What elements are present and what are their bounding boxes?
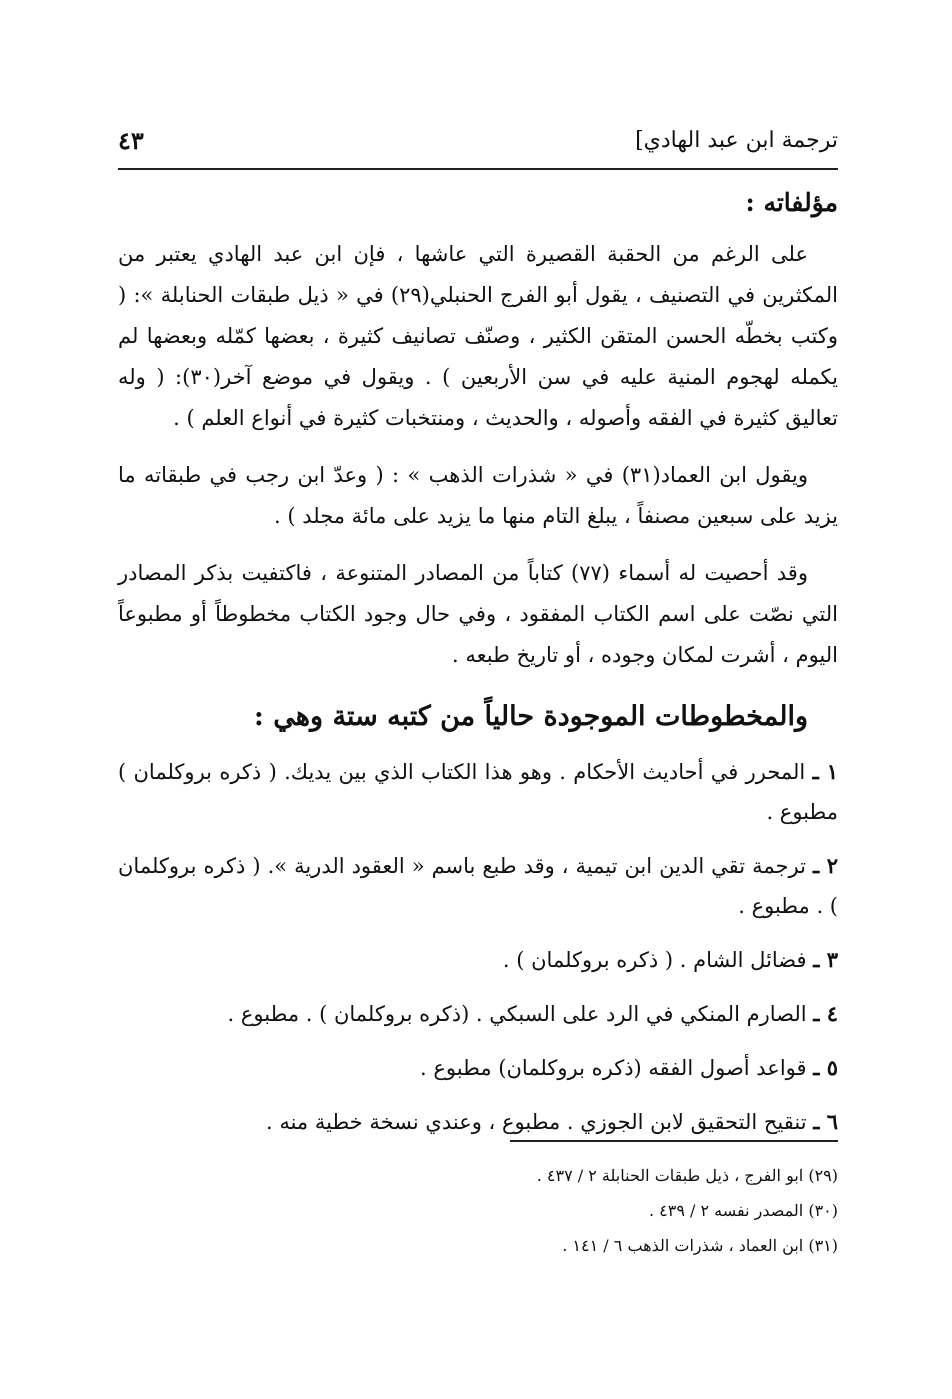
list-item-text: المحرر في أحاديث الأحكام . وهو هذا الكتاب الذي بين يديك. ( ذكره بروكلمان ) مطبوع . bbox=[118, 760, 838, 824]
list-item-number: ٣ ـ bbox=[813, 947, 838, 972]
list-item-number: ٦ ـ bbox=[813, 1109, 838, 1134]
section-heading: مؤلفاته : bbox=[745, 188, 838, 217]
page-number: ٤٣ bbox=[118, 126, 144, 155]
works-list bbox=[118, 752, 838, 1142]
list-item bbox=[118, 940, 838, 980]
list-item bbox=[118, 846, 838, 926]
footnote: (٣٠) المصدر نفسه ٢ / ٤٣٩ . bbox=[648, 1201, 838, 1220]
list-item-number: ٤ ـ bbox=[813, 1001, 838, 1026]
list-item bbox=[118, 1102, 838, 1142]
list-item-number: ٥ ـ bbox=[813, 1055, 838, 1080]
list-item-text: الصارم المنكي في الرد على السبكي . (ذكره بروكلمان ) . مطبوع . bbox=[227, 1002, 807, 1026]
list-item-number: ٢ ـ bbox=[812, 853, 839, 878]
list-item bbox=[118, 752, 838, 832]
list-item bbox=[118, 1048, 838, 1088]
list-item-text: تنقيح التحقيق لابن الجوزي . مطبوع ، وعندي نسخة خطية منه . bbox=[265, 1110, 807, 1134]
running-title: ترجمة ابن عبد الهادي] bbox=[635, 128, 838, 153]
footnote: (٣١) ابن العماد ، شذرات الذهب ٦ / ١٤١ . bbox=[562, 1236, 838, 1255]
page-header bbox=[118, 118, 838, 170]
list-item-text: قواعد أصول الفقه (ذكره بروكلمان) مطبوع . bbox=[420, 1056, 807, 1080]
footnotes bbox=[118, 1158, 838, 1263]
paragraph: وقد أحصيت له أسماء (٧٧) كتاباً من المصادر المتنوعة ، فاكتفيت بذكر المصادر التي نصّت على اسم الكتاب المفقود ، وفي حال وجود الكتاب مخطوطاً أو مطبوعاً اليوم ، أشرت لمكان وجوده ، أو تاريخ طبعه . bbox=[118, 561, 838, 667]
main-text bbox=[118, 180, 838, 1156]
list-item-text: ترجمة تقي الدين ابن تيمية ، وقد طبع باسم « العقود الدرية ». ( ذكره بروكلمان ) . مطبوع . bbox=[118, 854, 838, 918]
paragraph: ويقول ابن العماد(٣١) في « شذرات الذهب » : ( وعدّ ابن رجب في طبقاته ما يزيد على سبعين مصنفاً ، يبلغ التام منها ما يزيد على مائة مجلد ) . bbox=[118, 463, 838, 528]
manuscripts-heading: والمخطوطات الموجودة حالياً من كتبه ستة وهي : bbox=[253, 701, 808, 732]
list-item bbox=[118, 994, 838, 1034]
paragraph: على الرغم من الحقبة القصيرة التي عاشها ، فإن ابن عبد الهادي يعتبر من المكثرين في التصنيف ، يقول أبو الفرج الحنبلي(٢٩) في « ذيل طبقات الحنابلة »: ( وكتب بخطّه الحسن المتقن الكثير ، وصنّف تصانيف كثيرة ، بعضها كمّله وبعضها لم يكمله لهجوم المنية عليه في سن الأربعين ) . ويقول في موضع آخر(٣٠): ( وله تعاليق كثيرة في الفقه وأصوله ، والحديث ، ومنتخبات كثيرة في أنواع العلم ) . bbox=[118, 242, 838, 430]
list-item-text: فضائل الشام . ( ذكره بروكلمان ) . bbox=[502, 948, 807, 972]
footnote: (٢٩) ابو الفرج ، ذيل طبقات الحنابلة ٢ / ٤٣٧ . bbox=[536, 1166, 838, 1185]
footnote-divider bbox=[510, 1140, 838, 1142]
list-item-number: ١ ـ bbox=[812, 759, 838, 784]
